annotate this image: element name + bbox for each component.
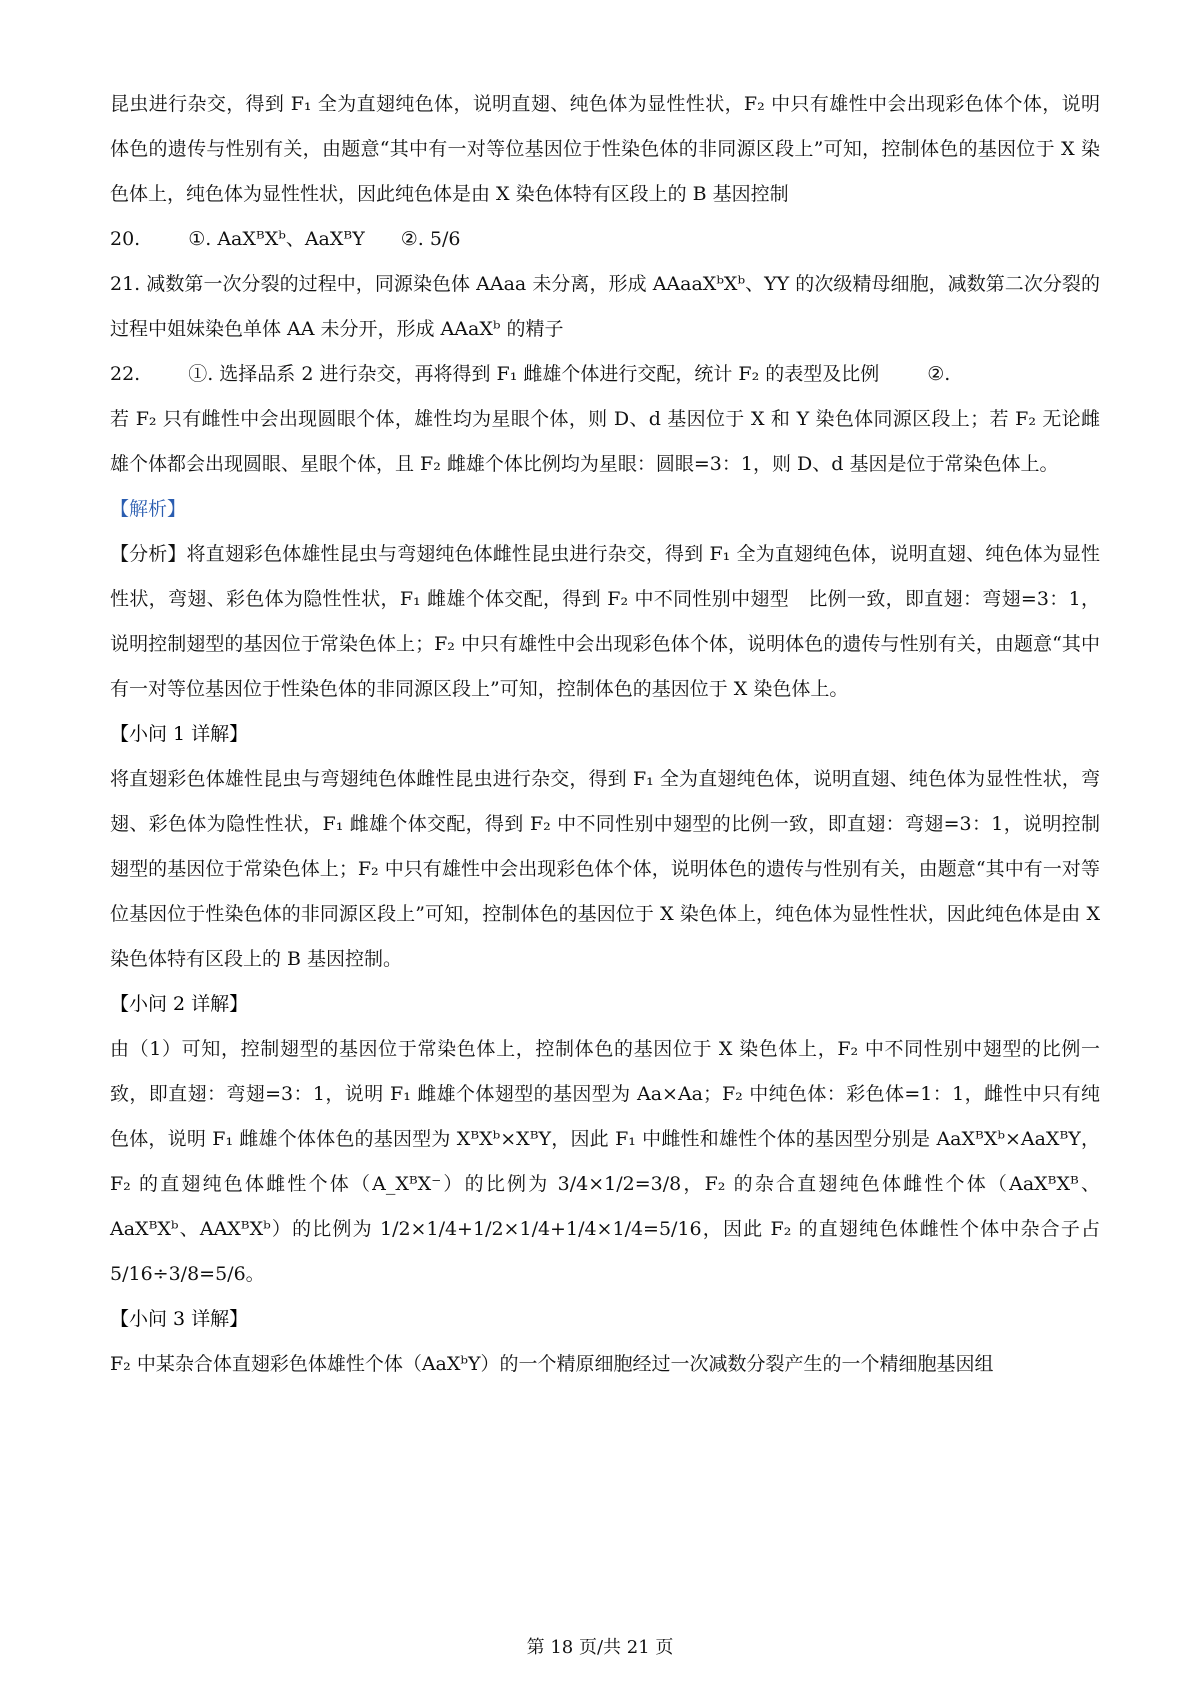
- analysis-heading: 【解析】: [110, 498, 187, 520]
- answer-20-number: 20.: [110, 228, 141, 250]
- page-number-footer: 第 18 页/共 21 页: [526, 1637, 674, 1658]
- sub-question-2-paragraph: 由（1）可知，控制翅型的基因位于常染色体上，控制体色的基因位于 X 染色体上，F₂ 中不同性别中翅型的比例一致，即直翅：弯翅=3：1，说明 F₁ 雌雄个体翅型的基因型为 Aa×Aa；F₂ 中纯色体：彩色体=1：1，雌性中只有纯色体，说明 F₁ 雌雄个体体色的基因型为 XᴮXᵇ×XᴮY，因此 F₁ 中雌性和雄性个体的基因型分别是 AaXᴮXᵇ×AaXᴮY，F₂ 的直翅纯色体雌性个体（A_XᴮX⁻）的比例为 3/4×1/2=3/8，F₂ 的杂合直翅纯色体雌性个体（AaXᴮXᴮ、AaXᴮXᵇ、AAXᴮXᵇ）的比例为 1/2×1/4+1/2×1/4+1/4×1/4=5/16，因此 F₂ 的直翅纯色体雌性个体中杂合子占 5/16÷3/8=5/6。: [110, 1038, 1100, 1285]
- sub-question-3-heading: 【小问 3 详解】: [110, 1308, 249, 1330]
- intro-paragraph: 昆虫进行杂交，得到 F₁ 全为直翅纯色体，说明直翅、纯色体为显性性状，F₂ 中只有雄性中会出现彩色体个体，说明体色的遗传与性别有关，由题意“其中有一对等位基因位于性染色体的非同源区段上”可知，控制体色的基因位于 X 染色体上，纯色体为显性性状，因此纯色体是由 X 染色体特有区段上的 B 基因控制: [110, 93, 1100, 205]
- answer-20: [110, 217, 1100, 262]
- sub-question-2-heading: 【小问 2 详解】: [110, 993, 249, 1015]
- analysis-paragraph: 【分析】将直翅彩色体雄性昆虫与弯翅纯色体雌性昆虫进行杂交，得到 F₁ 全为直翅纯色体，说明直翅、纯色体为显性性状，弯翅、彩色体为隐性性状，F₁ 雌雄个体交配，得到 F₂ 中不同性别中翅型 比例一致，即直翅：弯翅=3：1，说明控制翅型的基因位于常染色体上；F₂ 中只有雄性中会出现彩色体个体，说明体色的遗传与性别有关，由题意“其中有一对等位基因位于性染色体的非同源区段上”可知，控制体色的基因位于 X 染色体上。: [110, 543, 1100, 700]
- answer-22-number: 22.: [110, 363, 141, 385]
- sub-question-3-paragraph: F₂ 中某杂合体直翅彩色体雄性个体（AaXᵇY）的一个精原细胞经过一次减数分裂产生的一个精细胞基因组: [110, 1353, 994, 1375]
- sub-question-1-heading: 【小问 1 详解】: [110, 723, 249, 745]
- answer-20-part-b: ②. 5/6: [400, 228, 461, 250]
- answer-22-part-b: 若 F₂ 只有雌性中会出现圆眼个体，雄性均为星眼个体，则 D、d 基因位于 X 和 Y 染色体同源区段上；若 F₂ 无论雌雄个体都会出现圆眼、星眼个体，且 F₂ 雌雄个体比例均为星眼：圆眼=3：1，则 D、d 基因是位于常染色体上。: [110, 408, 1100, 475]
- answer-22-part-b-label: ②.: [927, 363, 951, 385]
- answer-20-part-a: ①. AaXᴮXᵇ、AaXᴮY: [188, 228, 365, 250]
- answer-content: [110, 82, 1100, 1387]
- sub-question-1-paragraph: 将直翅彩色体雄性昆虫与弯翅纯色体雌性昆虫进行杂交，得到 F₁ 全为直翅纯色体，说明直翅、纯色体为显性性状，弯翅、彩色体为隐性性状，F₁ 雌雄个体交配，得到 F₂ 中不同性别中翅型的比例一致，即直翅：弯翅=3：1，说明控制翅型的基因位于常染色体上；F₂ 中只有雄性中会出现彩色体个体，说明体色的遗传与性别有关，由题意“其中有一对等位基因位于性染色体的非同源区段上”可知，控制体色的基因位于 X 染色体上，纯色体为显性性状，因此纯色体是由 X 染色体特有区段上的 B 基因控制。: [110, 768, 1100, 970]
- answer-21: 21. 减数第一次分裂的过程中，同源染色体 AAaa 未分离，形成 AAaaXᵇXᵇ、YY 的次级精母细胞，减数第二次分裂的过程中姐妹染色单体 AA 未分开，形成 AAaXᵇ 的精子: [110, 273, 1100, 340]
- answer-22-part-a: ①. 选择品系 2 进行杂交，再将得到 F₁ 雌雄个体进行交配，统计 F₂ 的表型及比例: [188, 363, 880, 385]
- answer-22: [110, 352, 1100, 397]
